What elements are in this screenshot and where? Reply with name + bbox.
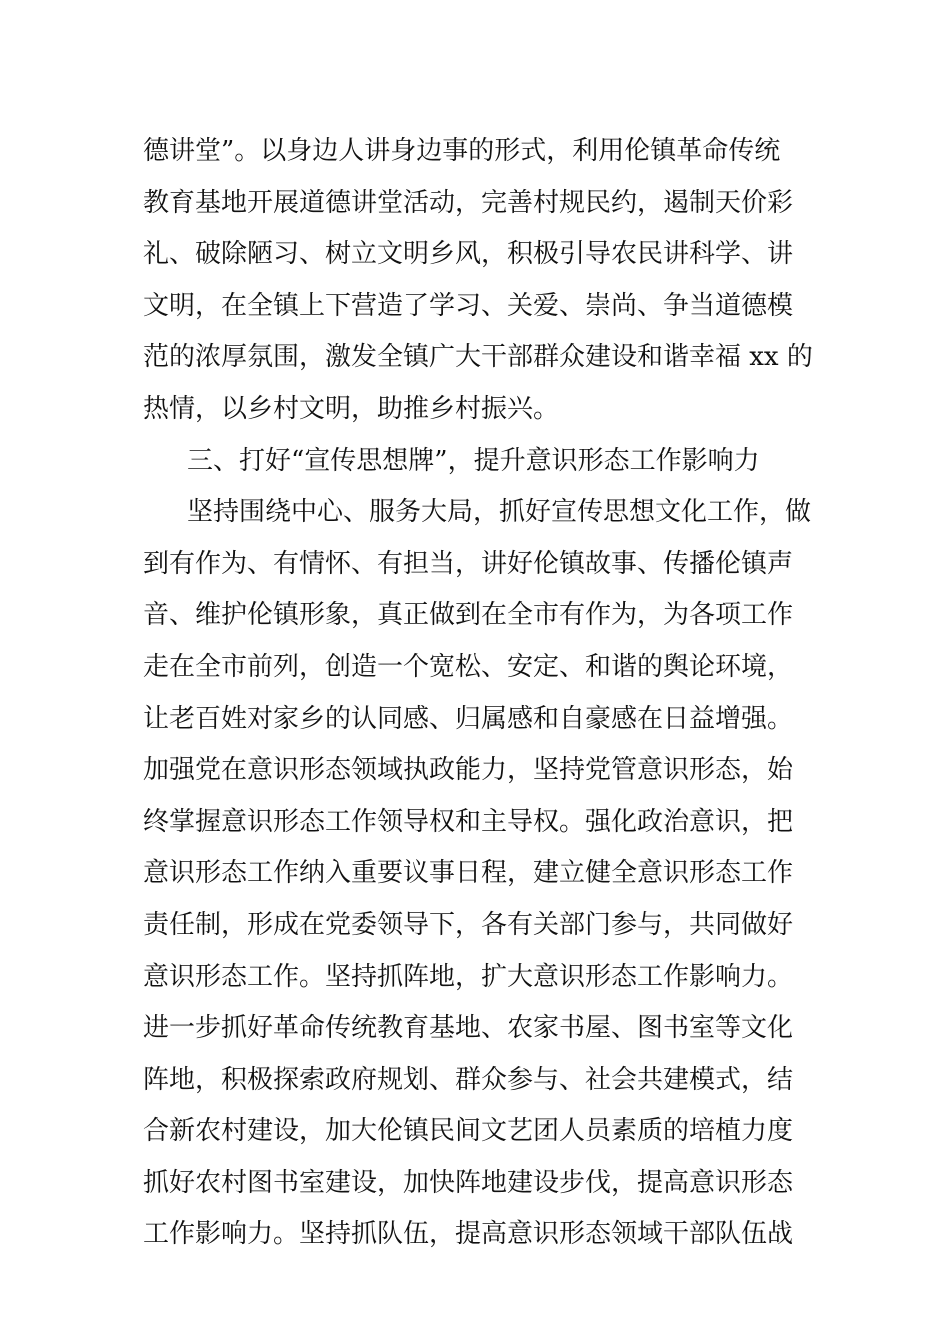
text-line-1: 德讲堂”。以身边人讲身边事的形式，利用伦镇革命传统: [143, 136, 781, 166]
section-heading: 三、打好“宣传思想牌”，提升意识形态工作影响力: [187, 445, 760, 476]
text-line-17: 意识形态工作。坚持抓阵地，扩大意识形态工作影响力。: [143, 961, 794, 992]
text-line-16: 责任制，形成在党委领导下，各有关部门参与，共同做好: [143, 909, 794, 940]
text-line-19: 阵地，积极探索政府规划、群众参与、社会共建模式，结: [143, 1064, 794, 1095]
text-line-9: 到有作为、有情怀、有担当，讲好伦镇故事、传播伦镇声: [143, 548, 794, 579]
text-line-14: 终掌握意识形态工作领导权和主导权。强化政治意识，把: [143, 806, 794, 837]
text-line-2: 教育基地开展道德讲堂活动，完善村规民约，遏制天价彩: [143, 187, 794, 218]
text-line-12: 让老百姓对家乡的认同感、归属感和自豪感在日益增强。: [143, 703, 794, 734]
text-line-10: 音、维护伦镇形象，真正做到在全市有作为，为各项工作: [143, 600, 794, 631]
text-line-20: 合新农村建设，加大伦镇民间文艺团人员素质的培植力度: [143, 1116, 794, 1147]
text-line-13: 加强党在意识形态领域执政能力，坚持党管意识形态，始: [143, 755, 794, 786]
text-line-3: 礼、破除陋习、树立文明乡风，积极引导农民讲科学、讲: [143, 239, 794, 270]
text-line-5: 范的浓厚氛围，激发全镇广大干部群众建设和谐幸福 xx 的: [143, 342, 813, 373]
text-line-11: 走在全市前列，创造一个宽松、安定、和谐的舆论环境，: [143, 651, 794, 682]
text-line-21: 抓好农村图书室建设，加快阵地建设步伐，提高意识形态: [143, 1167, 794, 1198]
body-text: [143, 126, 823, 1261]
text-line-15: 意识形态工作纳入重要议事日程，建立健全意识形态工作: [143, 858, 794, 889]
text-line-18: 进一步抓好革命传统教育基地、农家书屋、图书室等文化: [143, 1013, 794, 1044]
text-line-22: 工作影响力。坚持抓队伍，提高意识形态领域干部队伍战: [143, 1219, 794, 1250]
text-line-6: 热情，以乡村文明，助推乡村振兴。: [143, 393, 560, 424]
text-line-4: 文明，在全镇上下营造了学习、关爱、崇尚、争当道德模: [143, 290, 794, 321]
text-line-8: 坚持围绕中心、服务大局，抓好宣传思想文化工作，做: [187, 497, 812, 528]
